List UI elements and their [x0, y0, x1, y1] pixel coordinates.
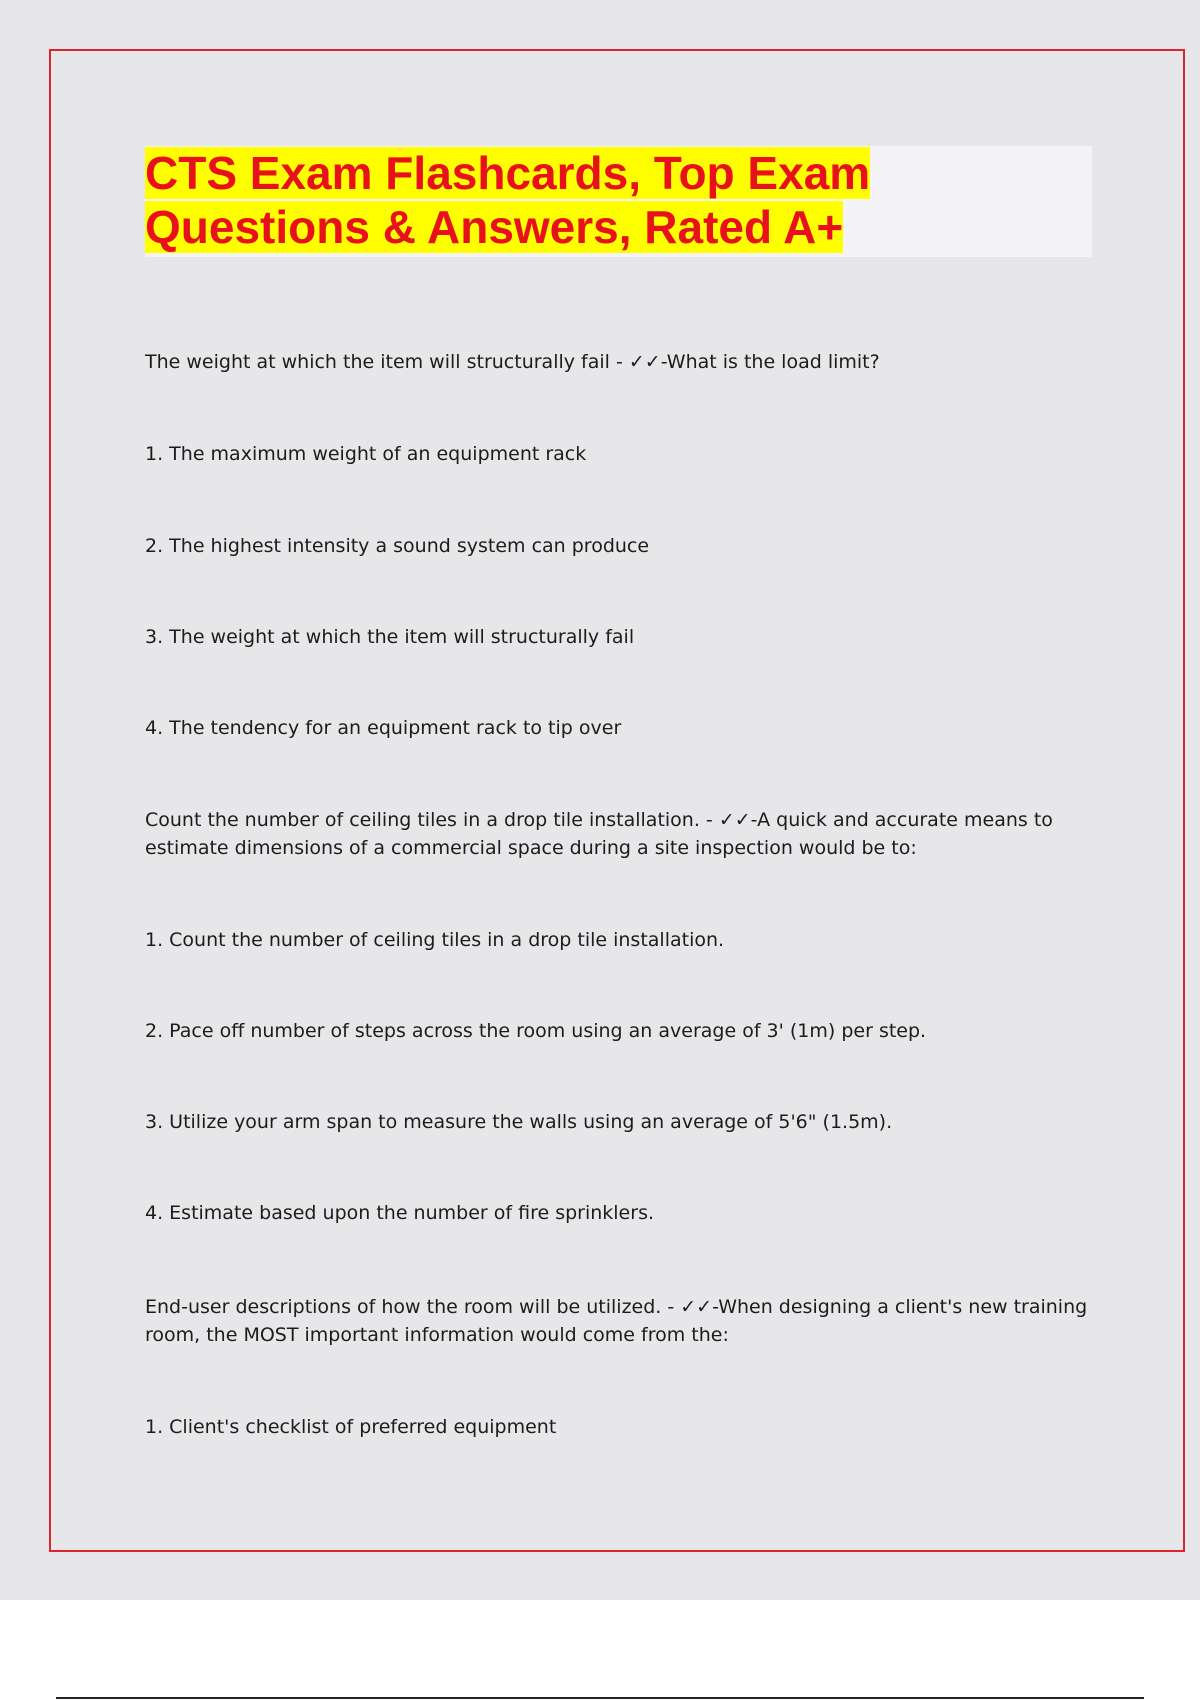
- flashcard-paragraph: End-user descriptions of how the room will be utilized. - ✓✓-When designing a client's new training room, the MOST important information would come from the:: [145, 1296, 1088, 1346]
- answer-option: 2. Pace off number of steps across the room using an average of 3' (1m) per step.: [145, 1020, 927, 1042]
- answer-option: 1. Count the number of ceiling tiles in a drop tile installation.: [145, 929, 725, 951]
- title-line-2: Questions & Answers, Rated A+: [145, 201, 844, 253]
- flashcard-paragraph: The weight at which the item will structurally fail - ✓✓-What is the load limit?: [145, 351, 880, 373]
- answer-option: 3. The weight at which the item will structurally fail: [145, 626, 635, 648]
- document-title: [145, 146, 870, 254]
- flashcard-paragraph: Count the number of ceiling tiles in a drop tile installation. - ✓✓-A quick and accurate means to estimate dimensions of a commercial space during a site inspection would be to:: [145, 809, 1053, 859]
- answer-option: 4. Estimate based upon the number of fire sprinklers.: [145, 1202, 655, 1224]
- answer-option: 2. The highest intensity a sound system can produce: [145, 535, 650, 557]
- answer-option: 1. Client's checklist of preferred equipment: [145, 1416, 557, 1438]
- title-line-1: CTS Exam Flashcards, Top Exam: [145, 147, 871, 199]
- footer-rule: [56, 1697, 1144, 1699]
- answer-option: 1. The maximum weight of an equipment rack: [145, 443, 587, 465]
- answer-option: 3. Utilize your arm span to measure the walls using an average of 5'6" (1.5m).: [145, 1111, 893, 1133]
- answer-option: 4. The tendency for an equipment rack to tip over: [145, 717, 622, 739]
